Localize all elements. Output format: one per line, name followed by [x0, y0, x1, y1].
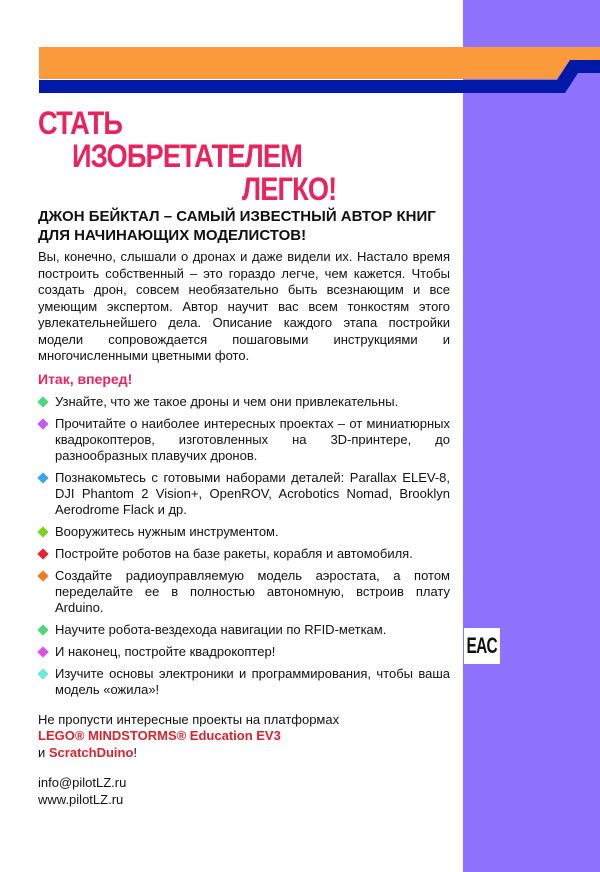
lego-platform: LEGO® MINDSTORMS® Education EV3 — [38, 728, 281, 743]
list-item-text: И наконец, постройте квадрокоптер! — [55, 643, 276, 659]
list-item — [38, 416, 450, 464]
platforms-line: Не пропусти интересные проекты на платформах — [38, 711, 340, 727]
list-item — [38, 666, 450, 698]
diamond-bullet-icon — [37, 570, 48, 581]
eac-mark-text: EAC — [466, 633, 498, 658]
diamond-bullet-icon — [37, 472, 48, 483]
list-item — [38, 394, 450, 410]
diamond-bullet-icon — [37, 624, 48, 635]
email: info@pilotLZ.ru — [38, 775, 127, 790]
lead-text: Итак, вперед! — [38, 370, 133, 387]
diamond-bullet-icon — [37, 548, 48, 559]
list-item-text: Прочитайте о наиболее интересных проектах – от миниатюрных квадрокоптеров, изготовленных на 3D-принтере, до разнообразных плавучих дронов. — [55, 415, 450, 463]
title-line-1: СТАТЬ — [38, 105, 123, 141]
orange-stripe — [39, 47, 600, 79]
contacts — [38, 775, 450, 808]
diamond-bullet-icon — [37, 526, 48, 537]
list-item-text: Узнайте, что же такое дроны и чем они привлекательны. — [55, 393, 399, 409]
content-column — [38, 207, 450, 808]
list-item-text: Вооружитесь нужным инструментом. — [55, 523, 279, 539]
list-item-text: Научите робота-вездехода навигации по RFID-меткам. — [55, 621, 387, 637]
list-item — [38, 546, 450, 562]
author-heading: ДЖОН БЕЙКТАЛ – САМЫЙ ИЗВЕСТНЫЙ АВТОР КНИГ ДЛЯ НАЧИНАЮЩИХ МОДЕЛИСТОВ! — [38, 208, 436, 244]
list-item-text: Постройте роботов на базе ракеты, корабля и автомобиля. — [55, 545, 413, 561]
website: www.pilotLZ.ru — [38, 791, 124, 807]
title-line-3: ЛЕГКО! — [242, 171, 337, 207]
list-item — [38, 524, 450, 540]
intro-paragraph: Вы, конечно, слышали о дронах и даже видели их. Настало время построить собственный – это гораздо легче, чем кажется. Чтобы создать дрон, совсем необязательно быть всезнающим и все умеющим экспертом. Автор научит вас всем тонкостям этого увлекательнейшего дела. Описание каждого этапа постройки модели сопровождается пошаговыми инструкциями и многочисленными цветными фото. — [38, 249, 450, 363]
eac-certification-logo — [464, 628, 500, 664]
purple-side-panel — [463, 0, 600, 872]
list-item — [38, 644, 450, 660]
feature-list — [38, 394, 450, 698]
diamond-bullet-icon — [37, 418, 48, 429]
diamond-bullet-icon — [37, 646, 48, 657]
list-item — [38, 622, 450, 638]
list-item-text: Создайте радиоуправляемую модель аэростата, а потом переделайте ее в полностью автономную, встроив плату Arduino. — [55, 567, 450, 615]
list-item — [38, 568, 450, 616]
list-item-text: Познакомьтесь с готовыми наборами деталей: Parallax ELEV-8, DJI Phantom 2 Vision+, OpenROV, Acrobotics Nomad, Brooklyn Aerodrome Flack и др. — [55, 469, 450, 517]
title-line-2: ИЗОБРЕТАТЕЛЕМ — [72, 138, 303, 174]
scratchduino-platform: ScratchDuino — [48, 744, 134, 760]
diamond-bullet-icon — [37, 396, 48, 407]
diamond-bullet-icon — [37, 668, 48, 679]
platforms-note — [38, 712, 450, 762]
and-text: и — [38, 744, 49, 760]
list-item-text: Изучите основы электроники и программирования, чтобы ваша модель «ожила»! — [55, 665, 450, 697]
exclamation: ! — [133, 744, 138, 760]
decorative-stripes — [0, 0, 600, 110]
list-item — [38, 470, 450, 518]
